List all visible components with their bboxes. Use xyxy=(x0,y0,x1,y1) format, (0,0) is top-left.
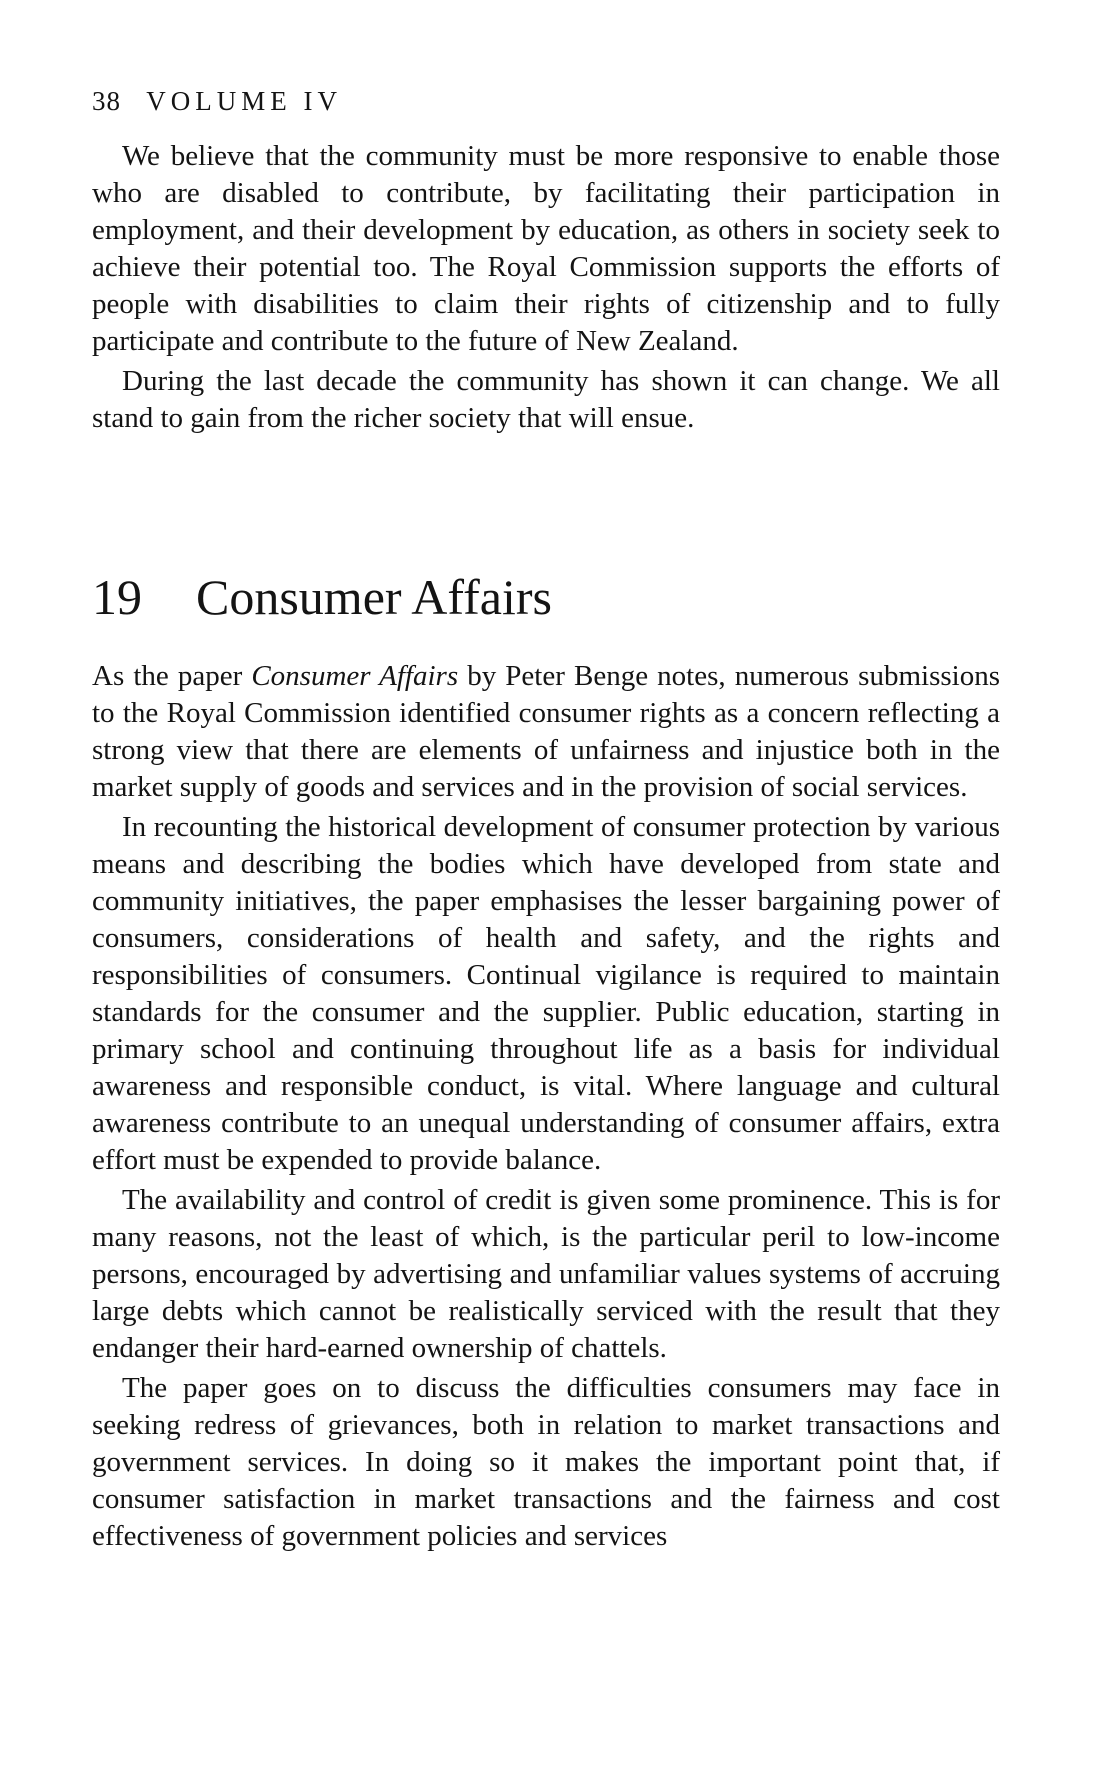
volume-label: VOLUME IV xyxy=(146,86,342,116)
running-head xyxy=(92,88,342,115)
page-number: 38 xyxy=(92,86,121,116)
paragraph xyxy=(92,658,1000,806)
chapter-heading xyxy=(92,569,552,625)
chapter-number: 19 xyxy=(92,569,142,625)
paper-title: Consumer Affairs xyxy=(251,660,459,692)
intro-text xyxy=(92,138,1000,437)
paragraph-text: by Peter Benge notes, numerous submissions to the Royal Commission identified consumer rights as a concern reflecting a strong view that there are elements of unfairness and injustice both in the market supply of goods and services and in the provision of social services. xyxy=(92,660,1000,803)
paragraph: We believe that the community must be more responsive to enable those who are disabled to contribute, by facilitating their participation in employment, and their development by education, as others in society seek to achieve their potential too. The Royal Commission supports the efforts of people with disabilities to claim their rights of citizenship and to fully participate and contribute to the future of New Zealand. xyxy=(92,140,1000,357)
paragraph: The paper goes on to discuss the difficulties consumers may face in seeking redress of grievances, both in relation to market transactions and government services. In doing so it makes the important point that, if consumer satisfaction in market transactions and the fairness and cost effectiveness of government policies and services xyxy=(92,1372,1000,1552)
chapter-body xyxy=(92,658,1000,1555)
chapter-title: Consumer Affairs xyxy=(196,569,552,625)
paragraph: During the last decade the community has shown it can change. We all stand to gain from the richer society that will ensue. xyxy=(92,365,1000,434)
paragraph-text: As the paper xyxy=(92,660,252,692)
paragraph: In recounting the historical development of consumer protection by various means and describing the bodies which have developed from state and community initiatives, the paper emphasises the lesser bargaining power of consumers, considerations of health and safety, and the rights and responsibilities of consumers. Continual vigilance is required to maintain standards for the consumer and the supplier. Public education, starting in primary school and continuing throughout life as a basis for individual awareness and responsible conduct, is vital. Where language and cultural awareness contribute to an unequal understanding of consumer affairs, extra effort must be expended to provide balance. xyxy=(92,811,1000,1176)
paragraph: The availability and control of credit is given some prominence. This is for many reasons, not the least of which, is the particular peril to low-income persons, encouraged by advertising and unfamiliar values systems of accruing large debts which cannot be realistically serviced with the result that they endanger their hard-earned ownership of chattels. xyxy=(92,1184,1000,1364)
